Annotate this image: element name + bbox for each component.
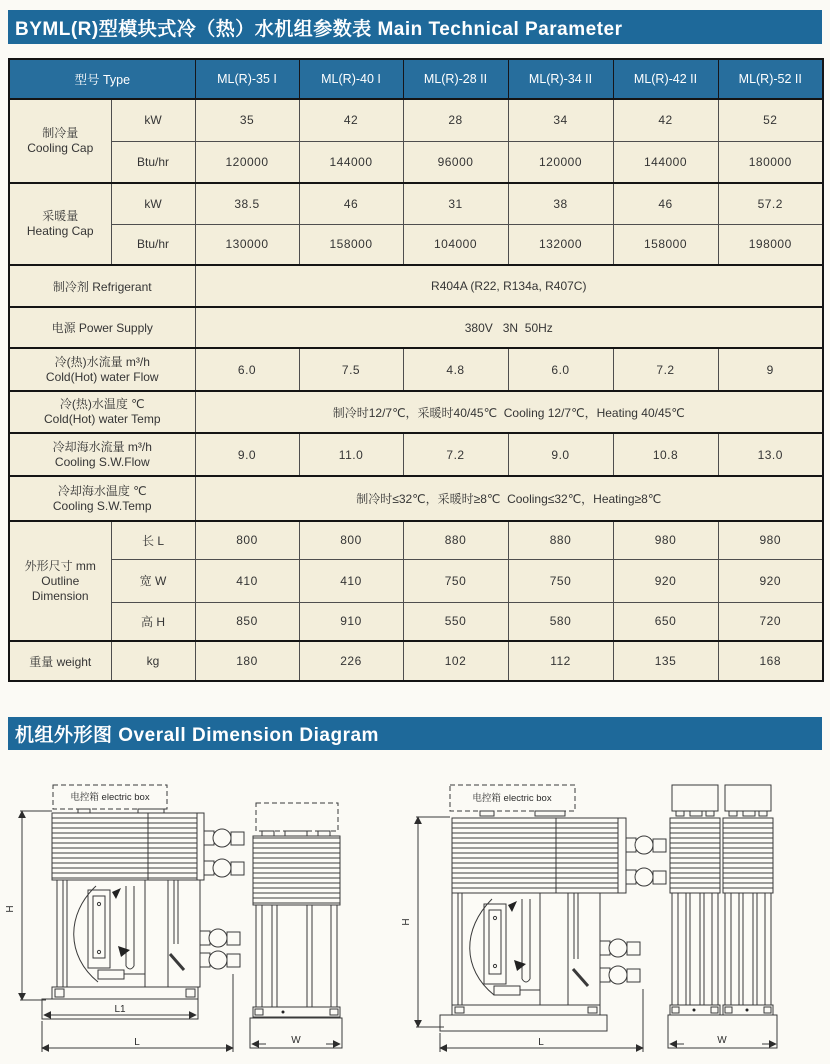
table-cell: 750 <box>508 559 613 602</box>
table-row <box>9 348 823 391</box>
page-title <box>8 10 822 44</box>
table-cell: 4.8 <box>403 348 508 391</box>
table-cell: 800 <box>299 521 403 559</box>
table-cell: 46 <box>613 183 718 224</box>
table-cell: 130000 <box>195 224 299 265</box>
table-cell: 6.0 <box>195 348 299 391</box>
table-row <box>9 602 823 641</box>
unit-cell: kg <box>111 641 195 681</box>
unit-cell: Btu/hr <box>111 141 195 183</box>
table-row <box>9 99 823 141</box>
table-cell: 96000 <box>403 141 508 183</box>
table-cell: 910 <box>299 602 403 641</box>
table-cell: 550 <box>403 602 508 641</box>
row-label-refrigerant: 制冷剂 Refrigerant <box>9 265 195 307</box>
table-cell: 580 <box>508 602 613 641</box>
row-label-water-flow: 冷(热)水流量 m³/h Cold(Hot) water Flow <box>9 348 195 391</box>
dim-label-h: H <box>5 905 16 913</box>
table-cell: 120000 <box>195 141 299 183</box>
table-cell: 112 <box>508 641 613 681</box>
table-cell: 180 <box>195 641 299 681</box>
table-cell: 226 <box>299 641 403 681</box>
table-row <box>9 476 823 521</box>
table-cell: 144000 <box>299 141 403 183</box>
seawater-temp-value: 制冷时≤32℃，采暖时≥8℃ Cooling≤32℃，Heating≥8℃ <box>195 476 823 521</box>
table-row <box>9 141 823 183</box>
column-header-model: ML(R)-35 I <box>195 59 299 99</box>
dim-label-w: W <box>717 1035 727 1046</box>
dim-label-h: H <box>401 918 412 926</box>
table-cell: 7.2 <box>403 433 508 476</box>
diagram-section-title <box>8 717 822 750</box>
table-cell: 42 <box>299 99 403 141</box>
table-cell: 920 <box>613 559 718 602</box>
table-cell: 102 <box>403 641 508 681</box>
table-cell: 28 <box>403 99 508 141</box>
table-cell: 132000 <box>508 224 613 265</box>
unit-cell: kW <box>111 183 195 224</box>
table-cell: 144000 <box>613 141 718 183</box>
overall-dimension-diagram <box>0 764 830 1064</box>
table-row <box>9 521 823 559</box>
table-cell: 11.0 <box>299 433 403 476</box>
table-cell: 135 <box>613 641 718 681</box>
table-cell: 10.8 <box>613 433 718 476</box>
dim-label-l1: L1 <box>114 1004 126 1015</box>
electric-box-label: 电控箱 electric box <box>472 793 552 804</box>
table-cell: 35 <box>195 99 299 141</box>
front-view-left-unit <box>5 785 244 1052</box>
column-header-model: ML(R)-52 II <box>718 59 823 99</box>
table-cell: 104000 <box>403 224 508 265</box>
row-label-power-supply: 电源 Power Supply <box>9 307 195 348</box>
unit-cell: 长 L <box>111 521 195 559</box>
table-cell: 920 <box>718 559 823 602</box>
column-header-model: ML(R)-28 II <box>403 59 508 99</box>
table-row <box>9 433 823 476</box>
row-label-cooling-capacity: 制冷量 Cooling Cap <box>9 99 111 183</box>
table-cell: 9 <box>718 348 823 391</box>
table-cell: 880 <box>508 521 613 559</box>
table-cell: 120000 <box>508 141 613 183</box>
diagram-section-title-text: 机组外形图 Overall Dimension Diagram <box>15 725 379 746</box>
table-row <box>9 307 823 348</box>
row-label-seawater-flow: 冷却海水流量 m³/h Cooling S.W.Flow <box>9 433 195 476</box>
table-cell: 850 <box>195 602 299 641</box>
row-label-seawater-temp: 冷却海水温度 ℃ Cooling S.W.Temp <box>9 476 195 521</box>
technical-parameter-table <box>8 58 824 682</box>
table-cell: 9.0 <box>508 433 613 476</box>
row-label-weight: 重量 weight <box>9 641 111 681</box>
table-cell: 46 <box>299 183 403 224</box>
unit-cell: Btu/hr <box>111 224 195 265</box>
model-header-row <box>9 59 823 99</box>
table-row <box>9 224 823 265</box>
table-cell: 7.2 <box>613 348 718 391</box>
side-view-left-unit <box>250 803 342 1048</box>
side-view-right-unit <box>668 785 777 1048</box>
table-cell: 980 <box>718 521 823 559</box>
table-row <box>9 559 823 602</box>
table-cell: 410 <box>195 559 299 602</box>
power-supply-value: 380V 3N 50Hz <box>195 307 823 348</box>
unit-cell: kW <box>111 99 195 141</box>
table-cell: 31 <box>403 183 508 224</box>
table-cell: 198000 <box>718 224 823 265</box>
water-temp-value: 制冷时12/7℃，采暖时40/45℃ Cooling 12/7℃，Heating 40/45℃ <box>195 391 823 433</box>
table-cell: 880 <box>403 521 508 559</box>
table-cell: 13.0 <box>718 433 823 476</box>
electric-box-label: 电控箱 electric box <box>70 792 150 803</box>
table-cell: 720 <box>718 602 823 641</box>
table-cell: 38.5 <box>195 183 299 224</box>
column-header-model: ML(R)-42 II <box>613 59 718 99</box>
column-header-type: 型号 Type <box>9 59 195 99</box>
table-row <box>9 391 823 433</box>
table-row <box>9 183 823 224</box>
table-cell: 7.5 <box>299 348 403 391</box>
table-cell: 34 <box>508 99 613 141</box>
table-cell: 57.2 <box>718 183 823 224</box>
row-label-heating-capacity: 采暖量 Heating Cap <box>9 183 111 265</box>
table-cell: 42 <box>613 99 718 141</box>
table-cell: 180000 <box>718 141 823 183</box>
table-cell: 750 <box>403 559 508 602</box>
unit-cell: 宽 W <box>111 559 195 602</box>
table-row <box>9 641 823 681</box>
unit-cell: 高 H <box>111 602 195 641</box>
dim-label-l: L <box>134 1037 140 1048</box>
row-label-water-temp: 冷(热)水温度 ℃ Cold(Hot) water Temp <box>9 391 195 433</box>
table-row <box>9 265 823 307</box>
dim-label-w: W <box>291 1035 301 1046</box>
table-cell: 980 <box>613 521 718 559</box>
column-header-model: ML(R)-40 I <box>299 59 403 99</box>
page-title-text: BYML(R)型模块式冷（热）水机组参数表 Main Technical Parameter <box>15 18 623 40</box>
refrigerant-value: R404A (R22, R134a, R407C) <box>195 265 823 307</box>
table-cell: 800 <box>195 521 299 559</box>
front-view-right-unit <box>401 785 666 1052</box>
table-cell: 6.0 <box>508 348 613 391</box>
table-cell: 650 <box>613 602 718 641</box>
table-cell: 168 <box>718 641 823 681</box>
table-cell: 9.0 <box>195 433 299 476</box>
row-label-outline-dimension: 外形尺寸 mm Outline Dimension <box>9 521 111 641</box>
table-cell: 52 <box>718 99 823 141</box>
dim-label-l: L <box>538 1037 544 1048</box>
column-header-model: ML(R)-34 II <box>508 59 613 99</box>
table-cell: 158000 <box>299 224 403 265</box>
table-cell: 158000 <box>613 224 718 265</box>
table-cell: 38 <box>508 183 613 224</box>
table-cell: 410 <box>299 559 403 602</box>
